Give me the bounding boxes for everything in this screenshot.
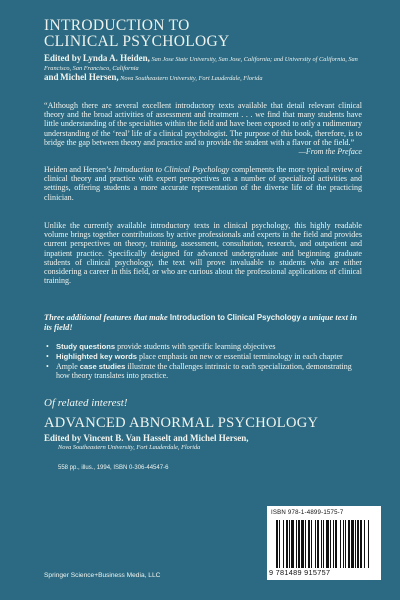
feature-1-bold: Study questions bbox=[56, 342, 116, 351]
related-pub-info: 558 pp., illus., 1994, ISBN 0-306-44547-6 bbox=[58, 465, 169, 471]
barcode-bar bbox=[315, 520, 316, 568]
barcode-image bbox=[276, 520, 374, 568]
barcode-bar bbox=[317, 520, 319, 568]
p2-rest: complements the more typical review of clinical theory and practice with expert perspectives on a number of specialized activities and settings, offering students a more accurate representation of the diverse life of the practicing clinician. bbox=[44, 165, 362, 202]
editor-2-name: Michel Hersen, bbox=[60, 72, 119, 82]
barcode-bar bbox=[289, 520, 290, 568]
barcode-bar bbox=[364, 520, 365, 568]
barcode-bar bbox=[343, 520, 344, 568]
barcode-number: 9 781489 915757 bbox=[269, 568, 331, 577]
book-title-line-1: INTRODUCTION TO bbox=[44, 17, 190, 34]
feature-2-text: place emphasis on new or essential terminology in each chapter bbox=[137, 352, 343, 362]
bullet-icon: • bbox=[46, 362, 49, 372]
barcode-bar bbox=[311, 520, 312, 568]
book-title-line-2: CLINICAL PSYCHOLOGY bbox=[44, 33, 230, 50]
preface-attribution: —From the Preface bbox=[298, 147, 362, 157]
related-book-title: ADVANCED ABNORMAL PSYCHOLOGY bbox=[44, 415, 319, 431]
barcode-bar bbox=[351, 520, 354, 568]
bullet-icon: • bbox=[46, 342, 49, 351]
feature-3-bold: case studies bbox=[79, 362, 126, 372]
related-heading: Of related interest! bbox=[44, 397, 128, 409]
barcode-bar bbox=[301, 520, 304, 568]
feature-3-text: illustrate the challenges intrinsic to each specialization, demonstrating how theory translates into practice. bbox=[56, 362, 352, 381]
barcode-bar bbox=[335, 520, 337, 568]
barcode-bar bbox=[355, 520, 356, 568]
barcode-bar bbox=[276, 520, 278, 568]
features-list bbox=[44, 342, 362, 381]
barcode-bar bbox=[360, 520, 362, 568]
features-heading-tail: a unique text in its field! bbox=[44, 313, 357, 332]
bullet-icon: • bbox=[46, 352, 49, 362]
barcode-bar bbox=[279, 520, 280, 568]
barcode-bar bbox=[298, 520, 300, 568]
feature-1-text: provide students with specific learning objectives bbox=[115, 342, 276, 351]
description-paragraph-2: Unlike the currently available introductory texts in clinical psychology, this highly readable volume brings together contributions by active professionals and experts in the field and provides current perspectives on theory, training, assessment, consultation, research, and outpatient and inpatient practice. Specifically designed for advanced undergraduate and beginning graduate students of clinical psychology, the text will prove invaluable to students who are either considering a career in this field, or who are curious about the professional applications of clinical training. bbox=[44, 221, 362, 286]
related-editors: Edited by Vincent B. Van Hasselt and Michel Hersen, bbox=[44, 433, 249, 443]
feature-3-pre: Ample bbox=[56, 362, 80, 372]
barcode-bar bbox=[283, 520, 284, 568]
features-heading-lead: Three additional features that make bbox=[44, 313, 170, 322]
barcode-bar bbox=[291, 520, 294, 568]
book-title bbox=[44, 18, 230, 50]
editor-1-affiliation: San Jose State University, San Jose, California; and University of California, San Francisco, San Francisco, California bbox=[44, 56, 358, 72]
editors-block bbox=[44, 54, 384, 83]
barcode-bar bbox=[348, 520, 350, 568]
related-affiliation: Nova Southeastern University, Fort Lauderdale, Florida bbox=[58, 444, 201, 451]
p2-lead: Heiden and Hersen’s bbox=[44, 165, 114, 174]
edited-by-label: Edited by bbox=[44, 53, 82, 63]
preface-quote-text: “Although there are several excellent introductory texts available that detail relevant clinical theory and the broad activities of assessment and treatment . . . we find that many students have little understanding of the specialties within the field and have been exposed to only a rudimentary understanding of the ‘real’ life of a clinical psychologist. The purpose of this book, therefore, is to bridge the gap between theory and practice and to provide the student with a flavor of the field.” bbox=[44, 101, 362, 147]
editor-1-name: Lynda A. Heiden, bbox=[82, 53, 150, 63]
barcode-bar bbox=[323, 520, 324, 568]
barcode-bar bbox=[357, 520, 359, 568]
barcode-bar bbox=[296, 520, 297, 568]
description-paragraph-1 bbox=[44, 165, 362, 202]
barcode-bar bbox=[326, 520, 329, 568]
barcode-bar bbox=[368, 520, 369, 568]
feature-item bbox=[44, 352, 362, 361]
isbn-label: ISBN 978-1-4899-1575-7 bbox=[271, 509, 344, 516]
barcode-bar bbox=[286, 520, 288, 568]
barcode-bar bbox=[308, 520, 310, 568]
and-label: and bbox=[44, 72, 59, 82]
barcode-bar bbox=[345, 520, 346, 568]
editor-2-affiliation: Nova Southeastern University, Fort Lauderdale, Florida bbox=[120, 75, 263, 82]
features-heading-book: Introduction to Clinical Psychology bbox=[169, 313, 301, 322]
preface-quote bbox=[44, 101, 362, 156]
barcode-panel bbox=[267, 506, 381, 580]
barcode-bar bbox=[330, 520, 331, 568]
feature-2-bold: Highlighted key words bbox=[56, 352, 138, 362]
barcode-bar bbox=[305, 520, 306, 568]
barcode-bar bbox=[333, 520, 334, 568]
p2-book-title: Introduction to Clinical Psychology bbox=[113, 165, 230, 174]
publisher-name: Springer Science+Business Media, LLC bbox=[44, 572, 161, 579]
barcode-bar bbox=[340, 520, 341, 568]
features-heading bbox=[44, 313, 362, 332]
feature-item bbox=[44, 362, 362, 380]
feature-item bbox=[44, 342, 362, 351]
barcode-bar bbox=[321, 520, 322, 568]
